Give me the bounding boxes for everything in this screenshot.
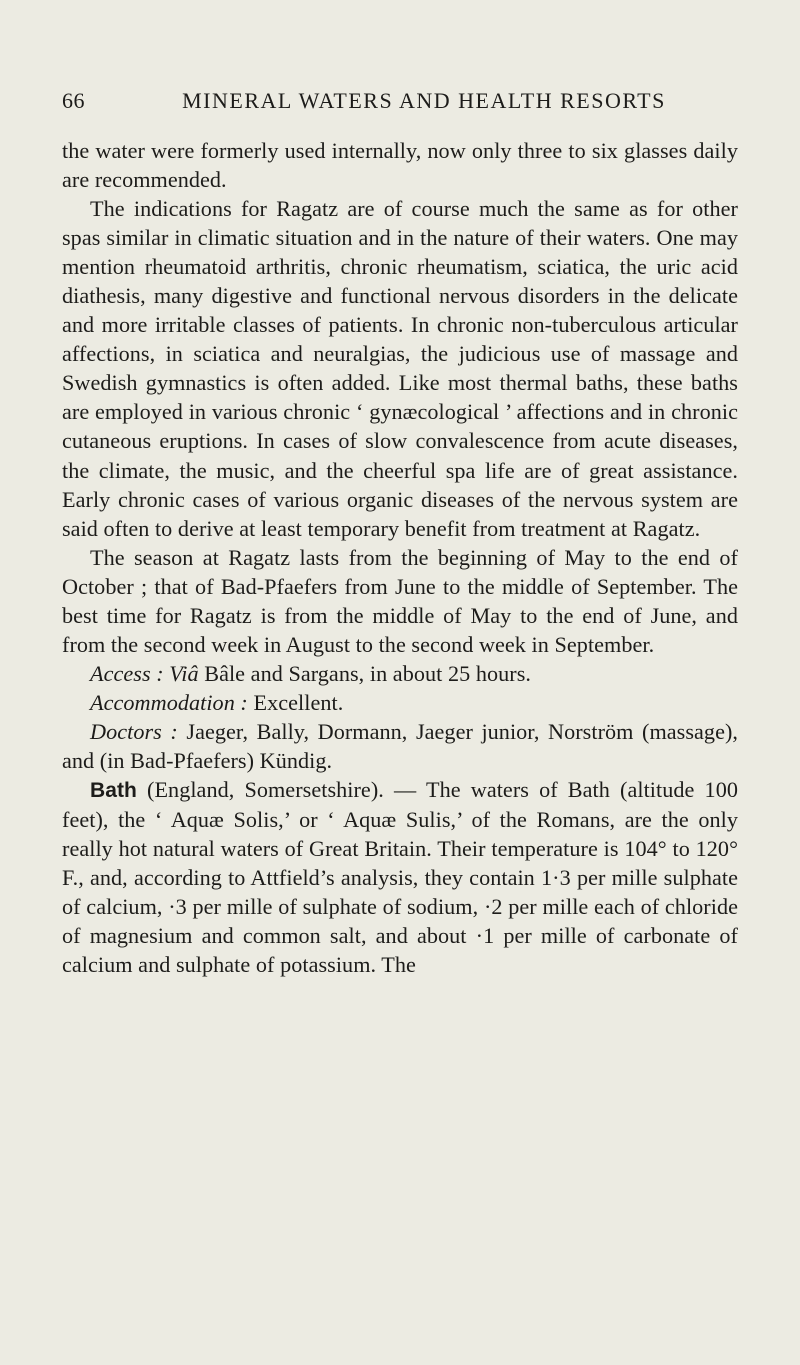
accommodation-label: Accommodation : — [90, 689, 248, 715]
body-text — [62, 136, 738, 979]
paragraph-indications: The indications for Ragatz are of course much the same as for other spas similar in climatic situation and in the nature of their waters. One may mention rheumatoid arthritis, chronic rheumatism, sciatica, the uric acid diathesis, many digestive and functional nervous disorders in the delicate and more irritable classes of patients. In chronic non-tuberculous articular affections, in sciatica and neuralgias, the judicious use of massage and Swedish gymnastics is often added. Like most thermal baths, these baths are employed in various chronic ‘ gynæcological ’ affections and in chronic cutaneous eruptions. In cases of slow convalescence from acute diseases, the climate, the music, and the cheerful spa life are of great assistance. Early chronic cases of various organic diseases of the nervous system are said often to derive at least temporary benefit from treatment at Ragatz. — [62, 196, 738, 541]
paragraph-accommodation — [62, 688, 738, 717]
doctors-label: Doctors : — [90, 718, 178, 744]
paragraph-access — [62, 659, 738, 688]
page-number: 66 — [62, 88, 85, 113]
accommodation-text: Excellent. — [247, 689, 344, 715]
access-text: Bâle and Sargans, in about 25 hours. — [198, 660, 531, 686]
doctors-text: Jaeger, Bally, Dormann, Jaeger junior, Norström (massage), and (in Bad-Pfaefers) Kündig. — [62, 718, 738, 773]
running-title: MINERAL WATERS AND HEALTH RESORTS — [182, 88, 666, 113]
paragraph-continuation: the water were formerly used internally, now only three to six glasses daily are recommended. — [62, 138, 738, 193]
access-label: Access : Viâ — [90, 660, 199, 686]
paragraph-bath — [62, 775, 738, 979]
bath-heading: Bath — [90, 779, 137, 803]
running-head — [62, 88, 738, 118]
bath-text: (England, Somersetshire). — The waters of Bath (altitude 100 feet), the ‘ Aquæ Solis,’ or ‘ Aquæ Sulis,’ of the Romans, are the only really hot natural waters of Great Britain. Their temperature is 104° to 120° F., and, according to Attfield’s analysis, they contain 1·3 per mille sulphate of calcium, ·3 per mille of sulphate of sodium, ·2 per mille each of chloride of magnesium and common salt, and about ·1 per mille of carbonate of calcium and sulphate of potassium. The — [62, 777, 738, 978]
paragraph-doctors — [62, 717, 738, 775]
paragraph-season: The season at Ragatz lasts from the beginning of May to the end of October ; that of Bad-Pfaefers from June to the middle of September. The best time for Ragatz is from the middle of May to the end of June, and from the second week in August to the second week in September. — [62, 544, 738, 657]
